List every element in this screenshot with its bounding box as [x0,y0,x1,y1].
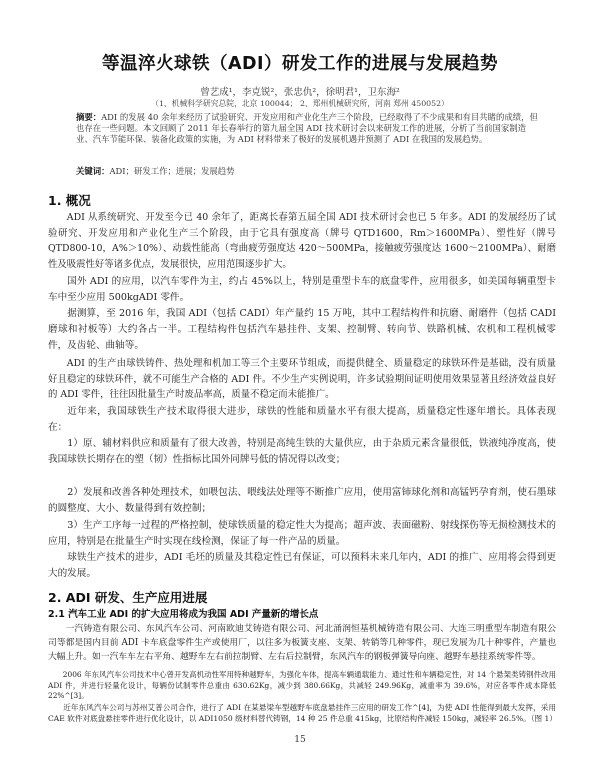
author-list: 曾艺成¹，李克锐²，张忠仇²，徐明君¹，卫东海² [200,87,400,98]
paper-title: 等温淬火球铁（ADI）研发工作的进展与发展趋势 [101,54,499,74]
body-paragraph: 2006 年东风汽车公司技术中心曾开发高机动性军用特种越野车，为强化车体，提高车辆通载能力、通过性和车辆稳定性，对 14 个悬架类铸钢件改用 ADI 件，并进行轻量化设计，每辆份试制零件总重由 630.62Kg，减少到 380.66Kg，共减轻 249.96Kg，减重率为 39.6%，对应各零件成本降低 22%^[3]。 [48,670,556,701]
keywords-label: 关键词： [76,166,110,176]
body-paragraph: 3）生产工序每一过程的严格控制，使球铁质量的稳定性大为提高；超声波、表面磁粉、射线探伤等无损检测技术的应用，特别是在批量生产时实现在线检测，保证了每一件产品的质量。 [48,520,556,548]
body-paragraph: ADI 的生产由球铁铸件、热处理和机加工等三个主要环节组成，而提供健全、质量稳定的球铁环件是基础，没有质量好且稳定的球铁环件，就不可能生产合格的 ADI 件。不少生产实例说明，许多试验期间证明使用效果显著且经济效益良好的 ADI 零件，往往因批量生产时废品率高，质量不稳定而未能推广。 [48,358,556,401]
keywords [76,165,538,177]
body-paragraph: 球铁生产技术的进步，ADI 毛坯的质量及其稳定性已有保证，可以预料未来几年内，ADI 的推广、应用将会得到更大的发展。 [48,552,556,580]
body-paragraph: 国外 ADI 的应用，以汽车零件为主，约占 45%以上，特别是重型卡车的底盘零件，应用很多，如美国每辆重型卡车中至少应用 500kgADI 零件。 [48,276,556,304]
section-heading-rnd: 2. ADI 研发、生产应用进展 [48,590,208,605]
keywords-text: ADI；研发工作；进展；发展趋势 [109,166,235,176]
body-paragraph: 1）原、辅材料供应和质量有了很大改善，特别是高纯生铁的大量供应，由于杂质元素含量很低，铁液纯净度高，使我国球铁长期存在的塑（韧）性指标比国外同牌号低的情况得以改变； [48,438,556,466]
body-paragraph: 近年来，我国球铁生产技术取得很大进步，球铁的性能和质量水平有很大提高，质量稳定性逐年增长。具体表现在： [48,406,556,434]
abstract [76,112,538,146]
body-paragraph: 2）发展和改善各种处理技术，如喂包法、喂线法处理等不断推广应用，使用富铈球化剂和高锰钙孕育剂，使石墨球的圆整度、大小、数量得到有效控制； [48,487,556,515]
body-paragraph: 近年东风汽车公司与苏州艾普公司合作，进行了 ADI 在某悬梁车型越野车底盘悬挂件三应用的研发工作^[4]，为使 ADI 性能得到最大发挥，采用 CAE 软件对底盘悬挂零件进行优化设计，以 ADI1050 级材料替代铸钢，14 种 25 件总重 415kg，比原结构件减轻 150kg，减轻率 26.5%。（图 1） [48,703,557,724]
body-paragraph: ADI 从系统研究、开发至今已 40 余年了，距离长春第五届全国 ADI 技术研讨会也已 5 年多。ADI 的发展经历了试验研究、开发应用和产业化生产三个阶段，由于它具有强度高（牌号 QTD1600，Rm＞1600MPa）、塑性好（牌号 QTD800-10，A%＞10%）、动载性能高（弯曲疲劳强度达 420～500MPa，接触疲劳强度达 1600～2100MPa）、耐磨性及吸震性好等诸多优点，发展很快，应用范围逐步扩大。 [48,212,556,271]
body-paragraph: 一汽铸造有限公司、东风汽车公司、河南欧迪艾铸造有限公司、河北涌润恒基机械铸造有限公司、大连三明重型车制造有限公司等都是国内目前 ADI 卡车底盘零件生产或使用厂，以往多为板簧支座、支架、转销等几种零件，现已发展为几十种零件，产量也大幅上升。如一汽车车左右平角、越野车左右前拉制臂、左右后拉制臂，东风汽车的钢板弹簧导向座、越野车悬挂系统零件等。 [48,624,556,663]
abstract-text: ADI 的发展 40 余年来经历了试验研究、开发应用和产业化生产三个阶段，已经取得了不少成果和有目共睹的成绩，但也存在一些问题。本文回顾了 2011 年长春举行的第九届全国 ADI 技术研讨会以来研发工作的进展，分析了当前国家制造业、汽车节能环保、装备化政策的实施，为 ADI 材料带来了极好的发展机遇并预测了 ADI 在我国的发展趋势。 [76,112,538,145]
affiliation: （1、机械科学研究总院，北京 100044； 2、郑州机械研究所，河南 郑州 450052） [151,99,449,108]
section-heading-overview: 1. 概况 [48,193,91,208]
body-paragraph: 据测算，至 2016 年，我国 ADI（包括 CADI）年产量约 15 万吨，其中工程结构件和抗磨、耐磨件（包括 CADI 磨球和衬板等）大约各占一半。工程结构件包括汽车悬挂件、支架、控制臂、转向节、铁路机械、农机和工程机械零件，及齿轮、曲轴等。 [48,308,556,352]
subsection-heading: 2.1 汽车工业 ADI 的扩大应用将成为我国 ADI 产量新的增长点 [48,609,319,620]
page-number: 15 [294,735,306,745]
abstract-label: 摘要： [76,112,102,122]
